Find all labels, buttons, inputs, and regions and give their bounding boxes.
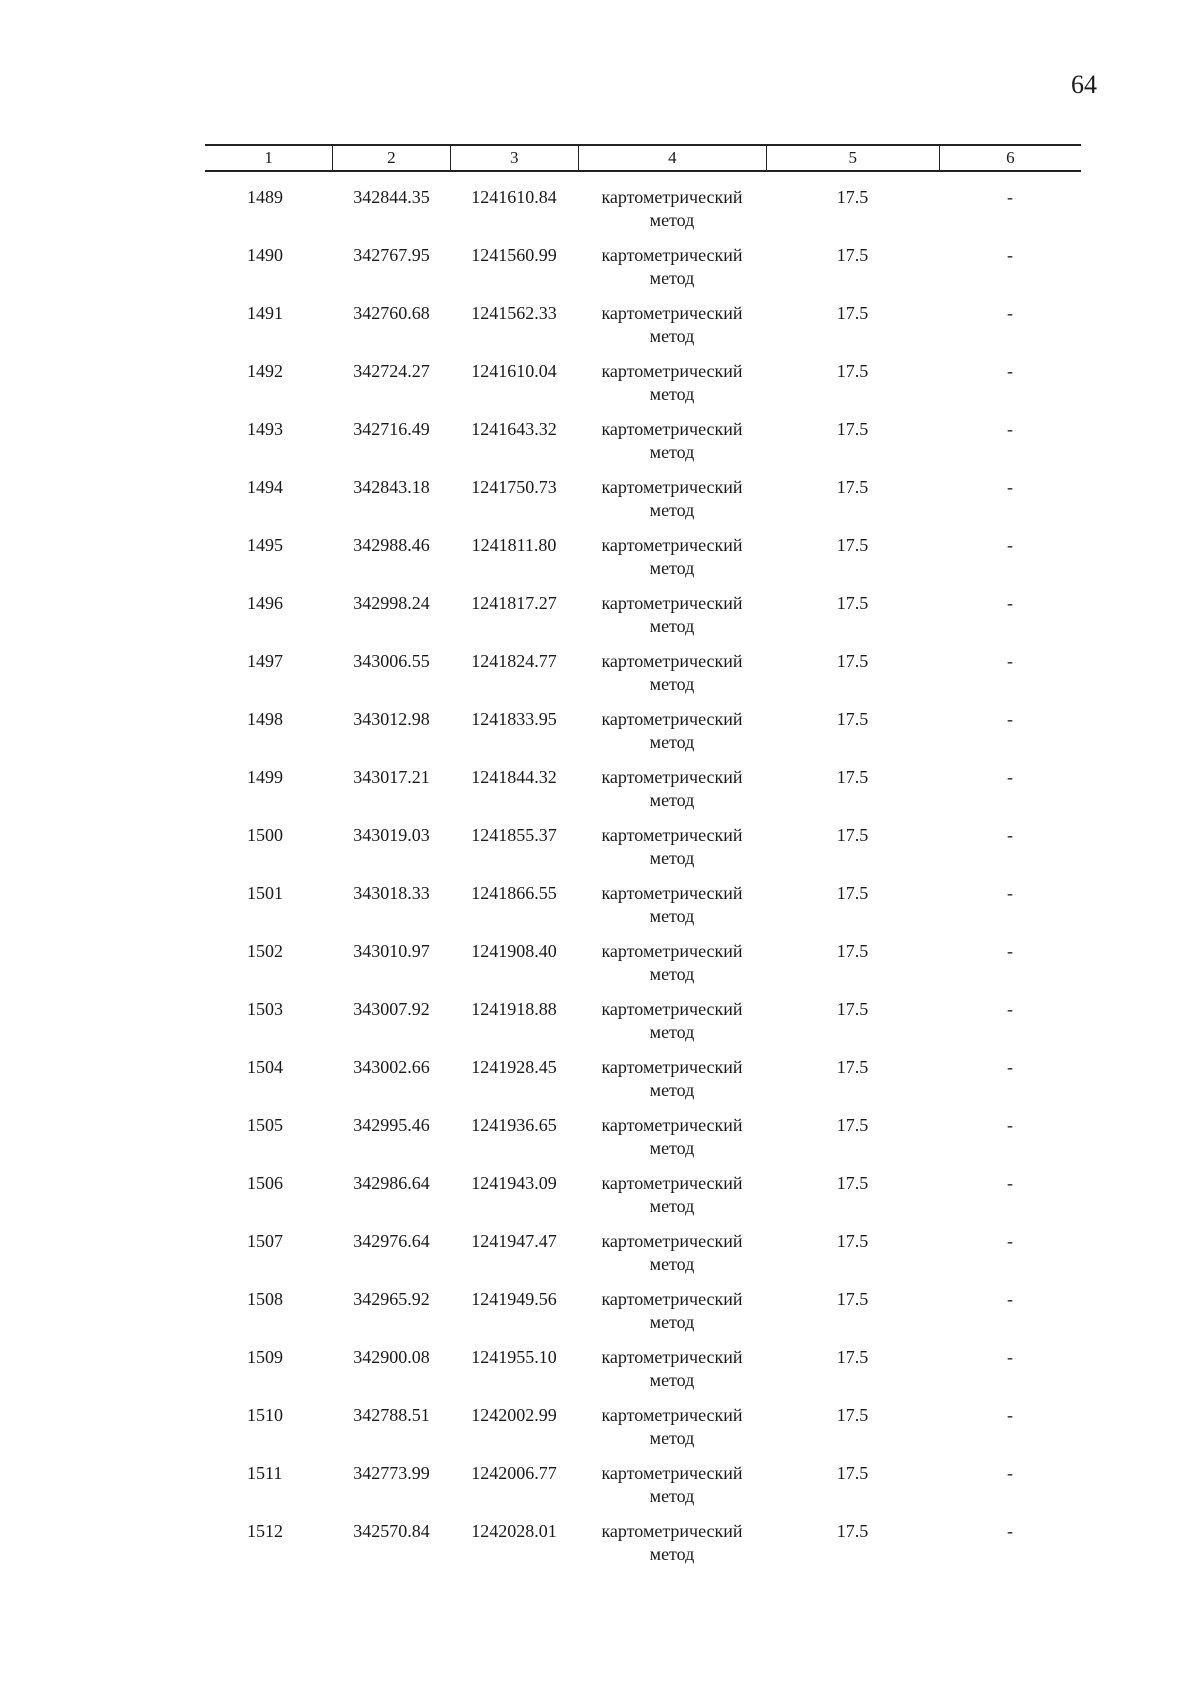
header-col-3: 3 [451, 146, 579, 170]
method-line-1: картометрический [601, 1057, 743, 1077]
method-line-1: картометрический [601, 1115, 743, 1135]
description-value: - [1007, 709, 1013, 729]
method-line-2: метод [649, 1196, 695, 1216]
table-row [205, 1462, 1081, 1520]
method-cell [578, 302, 766, 360]
method-line-1: картометрический [601, 825, 743, 845]
method-cell [578, 418, 766, 476]
method-line-2: метод [649, 558, 695, 578]
coordinate-x: 343010.97 [353, 941, 430, 961]
table-row [205, 244, 1081, 302]
coordinate-x: 342988.46 [353, 535, 430, 555]
table-row [205, 418, 1081, 476]
table-row [205, 360, 1081, 418]
method-line-1: картометрический [601, 709, 743, 729]
method-cell [578, 882, 766, 940]
method-line-1: картометрический [601, 535, 743, 555]
coordinate-x: 342976.64 [353, 1231, 430, 1251]
table-row [205, 766, 1081, 824]
header-col-5: 5 [767, 146, 940, 170]
description-value: - [1007, 1289, 1013, 1309]
description-value: - [1007, 187, 1013, 207]
accuracy-value: 17.5 [836, 477, 869, 497]
table-row [205, 1288, 1081, 1346]
table-row [205, 302, 1081, 360]
method-cell [578, 998, 766, 1056]
point-number: 1490 [247, 245, 283, 265]
method-cell [578, 1346, 766, 1404]
method-cell [578, 1404, 766, 1462]
coordinate-y: 1241943.09 [471, 1173, 557, 1193]
accuracy-value: 17.5 [836, 1521, 869, 1541]
table-row [205, 534, 1081, 592]
coordinate-x: 342900.08 [353, 1347, 430, 1367]
description-value: - [1007, 941, 1013, 961]
accuracy-value: 17.5 [836, 1463, 869, 1483]
accuracy-value: 17.5 [836, 303, 869, 323]
point-number: 1503 [247, 999, 283, 1019]
description-value: - [1007, 883, 1013, 903]
accuracy-value: 17.5 [836, 883, 869, 903]
description-value: - [1007, 593, 1013, 613]
method-line-1: картометрический [601, 593, 743, 613]
method-line-2: метод [649, 1428, 695, 1448]
coordinate-x: 343007.92 [353, 999, 430, 1019]
method-line-1: картометрический [601, 361, 743, 381]
method-line-1: картометрический [601, 1521, 743, 1541]
coordinate-x: 343012.98 [353, 709, 430, 729]
method-line-1: картометрический [601, 767, 743, 787]
accuracy-value: 17.5 [836, 1405, 869, 1425]
point-number: 1509 [247, 1347, 283, 1367]
accuracy-value: 17.5 [836, 767, 869, 787]
table-row [205, 1404, 1081, 1462]
description-value: - [1007, 651, 1013, 671]
accuracy-value: 17.5 [836, 1057, 869, 1077]
description-value: - [1007, 1405, 1013, 1425]
point-number: 1508 [247, 1289, 283, 1309]
accuracy-value: 17.5 [836, 419, 869, 439]
method-line-1: картометрический [601, 187, 743, 207]
table-row [205, 998, 1081, 1056]
header-col-1: 1 [205, 146, 333, 170]
coordinates-table [205, 144, 1081, 1578]
table-body [205, 186, 1081, 1578]
table-header [205, 144, 1081, 172]
coordinate-x: 343002.66 [353, 1057, 430, 1077]
coordinate-x: 342843.18 [353, 477, 430, 497]
point-number: 1491 [247, 303, 283, 323]
method-line-2: метод [649, 1544, 695, 1564]
method-line-2: метод [649, 848, 695, 868]
description-value: - [1007, 361, 1013, 381]
point-number: 1502 [247, 941, 283, 961]
accuracy-value: 17.5 [836, 651, 869, 671]
table-row [205, 1230, 1081, 1288]
coordinate-y: 1241844.32 [471, 767, 557, 787]
accuracy-value: 17.5 [836, 1115, 869, 1135]
coordinate-y: 1241955.10 [471, 1347, 557, 1367]
accuracy-value: 17.5 [836, 187, 869, 207]
table-row [205, 708, 1081, 766]
coordinate-x: 342570.84 [353, 1521, 430, 1541]
method-line-2: метод [649, 964, 695, 984]
table-row [205, 1056, 1081, 1114]
method-line-1: картометрический [601, 941, 743, 961]
coordinate-y: 1241833.95 [471, 709, 557, 729]
coordinate-x: 343006.55 [353, 651, 430, 671]
accuracy-value: 17.5 [836, 825, 869, 845]
coordinate-x: 342998.24 [353, 593, 430, 613]
point-number: 1498 [247, 709, 283, 729]
accuracy-value: 17.5 [836, 709, 869, 729]
coordinate-x: 342716.49 [353, 419, 430, 439]
header-col-2: 2 [333, 146, 450, 170]
method-line-2: метод [649, 1138, 695, 1158]
method-line-2: метод [649, 1080, 695, 1100]
coordinate-y: 1241562.33 [471, 303, 557, 323]
coordinate-x: 342724.27 [353, 361, 430, 381]
accuracy-value: 17.5 [836, 535, 869, 555]
method-cell [578, 476, 766, 534]
table-row [205, 1520, 1081, 1578]
point-number: 1496 [247, 593, 283, 613]
coordinate-y: 1241750.73 [471, 477, 557, 497]
method-line-2: метод [649, 1486, 695, 1506]
coordinate-y: 1241866.55 [471, 883, 557, 903]
method-line-2: метод [649, 442, 695, 462]
method-line-1: картометрический [601, 999, 743, 1019]
method-cell [578, 1114, 766, 1172]
method-cell [578, 1288, 766, 1346]
coordinate-y: 1241610.84 [471, 187, 557, 207]
accuracy-value: 17.5 [836, 361, 869, 381]
coordinate-y: 1241908.40 [471, 941, 557, 961]
method-line-1: картометрический [601, 1289, 743, 1309]
accuracy-value: 17.5 [836, 999, 869, 1019]
coordinate-y: 1242028.01 [471, 1521, 557, 1541]
coordinate-y: 1241610.04 [471, 361, 557, 381]
method-line-2: метод [649, 616, 695, 636]
method-cell [578, 534, 766, 592]
point-number: 1506 [247, 1173, 283, 1193]
coordinate-x: 342760.68 [353, 303, 430, 323]
method-cell [578, 940, 766, 998]
method-cell [578, 1230, 766, 1288]
coordinate-x: 342995.46 [353, 1115, 430, 1135]
method-line-2: метод [649, 1022, 695, 1042]
method-line-2: метод [649, 1254, 695, 1274]
point-number: 1504 [247, 1057, 283, 1077]
accuracy-value: 17.5 [836, 1231, 869, 1251]
coordinate-y: 1241643.32 [471, 419, 557, 439]
page-number: 64 [1071, 70, 1097, 99]
point-number: 1507 [247, 1231, 283, 1251]
method-line-1: картометрический [601, 303, 743, 323]
coordinate-x: 342986.64 [353, 1173, 430, 1193]
method-line-1: картометрический [601, 1231, 743, 1251]
method-cell [578, 708, 766, 766]
description-value: - [1007, 1347, 1013, 1367]
method-cell [578, 650, 766, 708]
coordinate-y: 1241928.45 [471, 1057, 557, 1077]
coordinate-x: 342773.99 [353, 1463, 430, 1483]
method-cell [578, 1462, 766, 1520]
method-cell [578, 766, 766, 824]
method-line-1: картометрический [601, 883, 743, 903]
method-line-2: метод [649, 1312, 695, 1332]
description-value: - [1007, 1115, 1013, 1135]
coordinate-y: 1241949.56 [471, 1289, 557, 1309]
coordinate-y: 1241918.88 [471, 999, 557, 1019]
accuracy-value: 17.5 [836, 593, 869, 613]
method-line-2: метод [649, 268, 695, 288]
description-value: - [1007, 303, 1013, 323]
method-line-2: метод [649, 790, 695, 810]
method-cell [578, 824, 766, 882]
method-line-2: метод [649, 732, 695, 752]
point-number: 1495 [247, 535, 283, 555]
coordinate-y: 1241811.80 [471, 535, 557, 555]
coordinate-x: 342965.92 [353, 1289, 430, 1309]
description-value: - [1007, 825, 1013, 845]
table-row [205, 882, 1081, 940]
coordinate-y: 1242006.77 [471, 1463, 557, 1483]
method-cell [578, 186, 766, 244]
point-number: 1493 [247, 419, 283, 439]
method-line-1: картометрический [601, 1463, 743, 1483]
method-line-2: метод [649, 500, 695, 520]
description-value: - [1007, 419, 1013, 439]
method-line-2: метод [649, 384, 695, 404]
method-cell [578, 1056, 766, 1114]
description-value: - [1007, 477, 1013, 497]
coordinate-y: 1242002.99 [471, 1405, 557, 1425]
table-row [205, 186, 1081, 244]
method-cell [578, 592, 766, 650]
method-line-2: метод [649, 906, 695, 926]
description-value: - [1007, 245, 1013, 265]
point-number: 1501 [247, 883, 283, 903]
table-row [205, 1346, 1081, 1404]
accuracy-value: 17.5 [836, 1173, 869, 1193]
point-number: 1510 [247, 1405, 283, 1425]
coordinate-y: 1241947.47 [471, 1231, 557, 1251]
accuracy-value: 17.5 [836, 1289, 869, 1309]
point-number: 1497 [247, 651, 283, 671]
coordinate-y: 1241560.99 [471, 245, 557, 265]
description-value: - [1007, 767, 1013, 787]
header-col-6: 6 [1006, 148, 1015, 167]
point-number: 1512 [247, 1521, 283, 1541]
accuracy-value: 17.5 [836, 245, 869, 265]
method-cell [578, 1172, 766, 1230]
header-col-4: 4 [579, 146, 767, 170]
method-line-1: картометрический [601, 477, 743, 497]
point-number: 1505 [247, 1115, 283, 1135]
method-line-2: метод [649, 674, 695, 694]
coordinate-x: 343019.03 [353, 825, 430, 845]
description-value: - [1007, 1521, 1013, 1541]
coordinate-y: 1241824.77 [471, 651, 557, 671]
coordinate-x: 342844.35 [353, 187, 430, 207]
table-row [205, 940, 1081, 998]
description-value: - [1007, 1057, 1013, 1077]
description-value: - [1007, 999, 1013, 1019]
point-number: 1499 [247, 767, 283, 787]
table-row [205, 650, 1081, 708]
description-value: - [1007, 1231, 1013, 1251]
method-line-1: картометрический [601, 1405, 743, 1425]
coordinate-y: 1241817.27 [471, 593, 557, 613]
point-number: 1511 [247, 1463, 283, 1483]
accuracy-value: 17.5 [836, 941, 869, 961]
description-value: - [1007, 535, 1013, 555]
description-value: - [1007, 1463, 1013, 1483]
method-cell [578, 1520, 766, 1578]
method-line-1: картометрический [601, 1347, 743, 1367]
point-number: 1494 [247, 477, 283, 497]
coordinate-y: 1241936.65 [471, 1115, 557, 1135]
method-line-2: метод [649, 210, 695, 230]
table-row [205, 1114, 1081, 1172]
description-value: - [1007, 1173, 1013, 1193]
method-cell [578, 244, 766, 302]
point-number: 1500 [247, 825, 283, 845]
method-line-1: картометрический [601, 1173, 743, 1193]
accuracy-value: 17.5 [836, 1347, 869, 1367]
method-cell [578, 360, 766, 418]
coordinate-x: 343018.33 [353, 883, 430, 903]
method-line-1: картометрический [601, 419, 743, 439]
method-line-2: метод [649, 1370, 695, 1390]
coordinate-x: 342767.95 [353, 245, 430, 265]
coordinate-y: 1241855.37 [471, 825, 557, 845]
table-row [205, 1172, 1081, 1230]
point-number: 1489 [247, 187, 283, 207]
method-line-1: картометрический [601, 245, 743, 265]
method-line-2: метод [649, 326, 695, 346]
point-number: 1492 [247, 361, 283, 381]
table-row [205, 476, 1081, 534]
table-row [205, 824, 1081, 882]
coordinate-x: 343017.21 [353, 767, 430, 787]
table-row [205, 592, 1081, 650]
coordinate-x: 342788.51 [353, 1405, 430, 1425]
method-line-1: картометрический [601, 651, 743, 671]
